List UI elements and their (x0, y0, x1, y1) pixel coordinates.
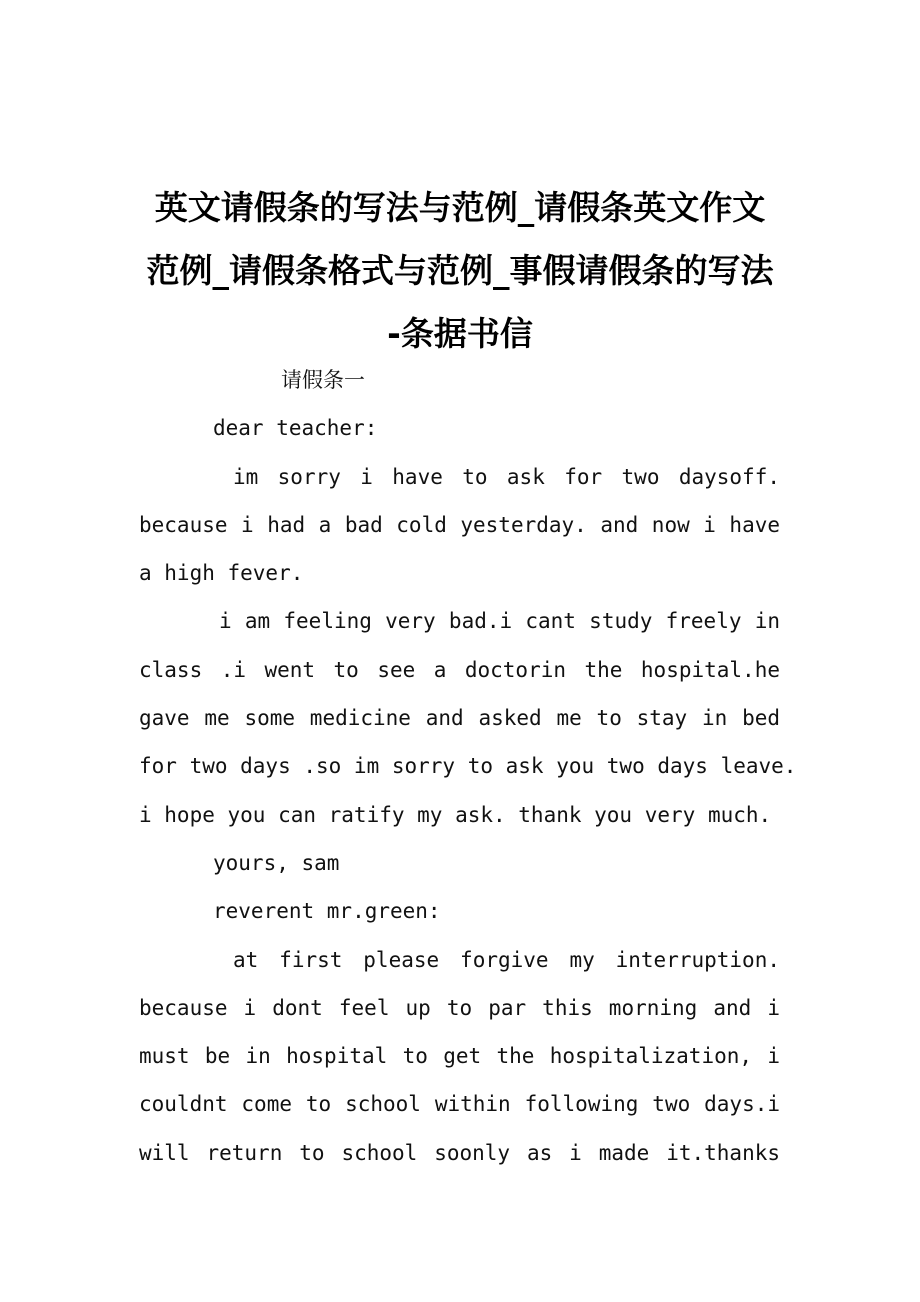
letter2-salutation: reverent mr.green: (213, 899, 441, 924)
letter2-para1-line: will return to school soonly as i made it.thanks (139, 1140, 780, 1165)
document-body (139, 356, 797, 1177)
letter1-para2-line: i hope you can ratify my ask. thank you very much. (139, 802, 772, 827)
letter1-para2-line: class .i went to see a doctorin the hospital.he (139, 657, 780, 682)
title-line: 范例_请假条格式与范例_事假请假条的写法 (146, 251, 774, 290)
letter2-para1-line: must be in hospital to get the hospitalization, i (139, 1044, 780, 1069)
letter1-para2-line: gave me some medicine and asked me to stay in bed (139, 706, 780, 731)
document-title (130, 176, 790, 365)
letter1-para1-line: im sorry i have to ask for two daysoff. (233, 464, 780, 489)
section-heading: 请假条一 (281, 368, 365, 392)
letter2-para1-line: at first please forgive my interruption. (233, 947, 780, 972)
title-line: -条据书信 (387, 314, 533, 353)
letter1-salutation: dear teacher: (213, 416, 378, 441)
letter1-para2-line: i am feeling very bad.i cant study freely in (219, 609, 780, 634)
title-line: 英文请假条的写法与范例_请假条英文作文 (154, 188, 766, 227)
letter2-para1-line: couldnt come to school within following two days.i (139, 1092, 780, 1117)
letter1-closing: yours, sam (213, 850, 340, 875)
letter1-para2-line: for two days .so im sorry to ask you two days leave. (139, 754, 797, 779)
letter1-para1-line: because i had a bad cold yesterday. and now i have (139, 512, 780, 537)
letter2-para1-line: because i dont feel up to par this morning and i (139, 995, 780, 1020)
letter1-para1-line: a high fever. (139, 561, 304, 586)
